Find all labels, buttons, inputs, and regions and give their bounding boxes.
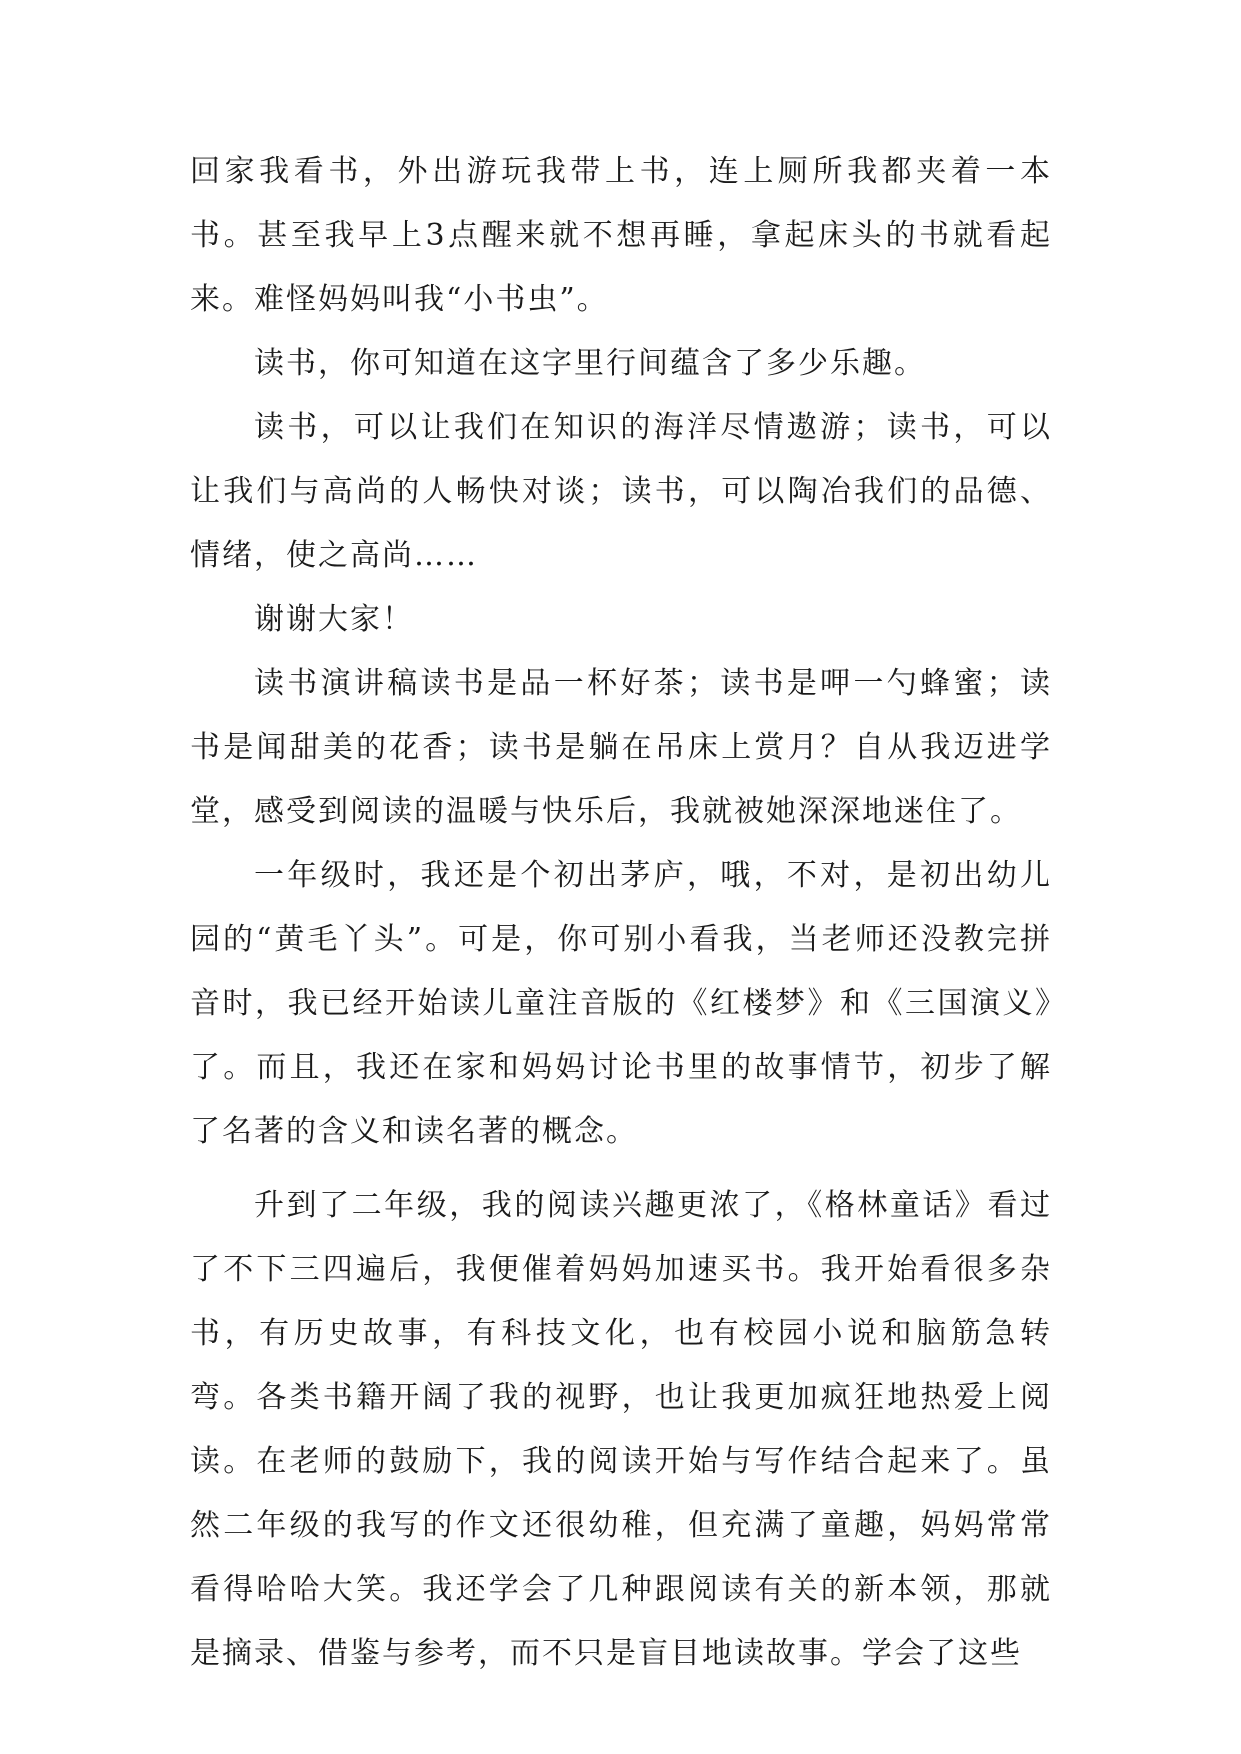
document-page [190, 140, 1052, 1686]
paragraph-first-grade: 一年级时，我还是个初出茅庐，哦，不对，是初出幼儿园的“黄毛丫头”。可是，你可别小看我，当老师还没教完拼音时，我已经开始读儿童注音版的《红楼梦》和《三国演义》了。而且，我还在家和妈妈讨论书里的故事情节，初步了解了名著的含义和读名著的概念。 [190, 858, 1052, 1149]
paragraph-continuation: 回家我看书，外出游玩我带上书，连上厕所我都夹着一本书。甚至我早上3点醒来就不想再睡，拿起床头的书就看起来。难怪妈妈叫我“小书虫”。 [190, 154, 1052, 317]
paragraph-second-grade: 升到了二年级，我的阅读兴趣更浓了，《格林童话》看过了不下三四遍后，我便催着妈妈加速买书。我开始看很多杂书，有历史故事，有科技文化，也有校园小说和脑筋急转弯。各类书籍开阔了我的视野，也让我更加疯狂地热爱上阅读。在老师的鼓励下，我的阅读开始与写作结合起来了。虽然二年级的我写的作文还很幼稚，但充满了童趣，妈妈常常看得哈哈大笑。我还学会了几种跟阅读有关的新本领，那就是摘录、借鉴与参考，而不只是盲目地读故事。学会了这些 [190, 1188, 1052, 1671]
paragraph-thanks: 谢谢大家！ [254, 602, 414, 637]
paragraph-reading-benefits: 读书，可以让我们在知识的海洋尽情遨游；读书，可以让我们与高尚的人畅快对谈；读书，可以陶冶我们的品德、情绪，使之高尚…… [190, 410, 1052, 573]
paragraph-speech-intro: 读书演讲稿读书是品一杯好茶；读书是呷一勺蜂蜜；读书是闻甜美的花香；读书是躺在吊床上赏月？自从我迈进学堂，感受到阅读的温暖与快乐后，我就被她深深地迷住了。 [190, 666, 1052, 829]
paragraph-reading-fun: 读书，你可知道在这字里行间蕴含了多少乐趣。 [254, 346, 926, 381]
